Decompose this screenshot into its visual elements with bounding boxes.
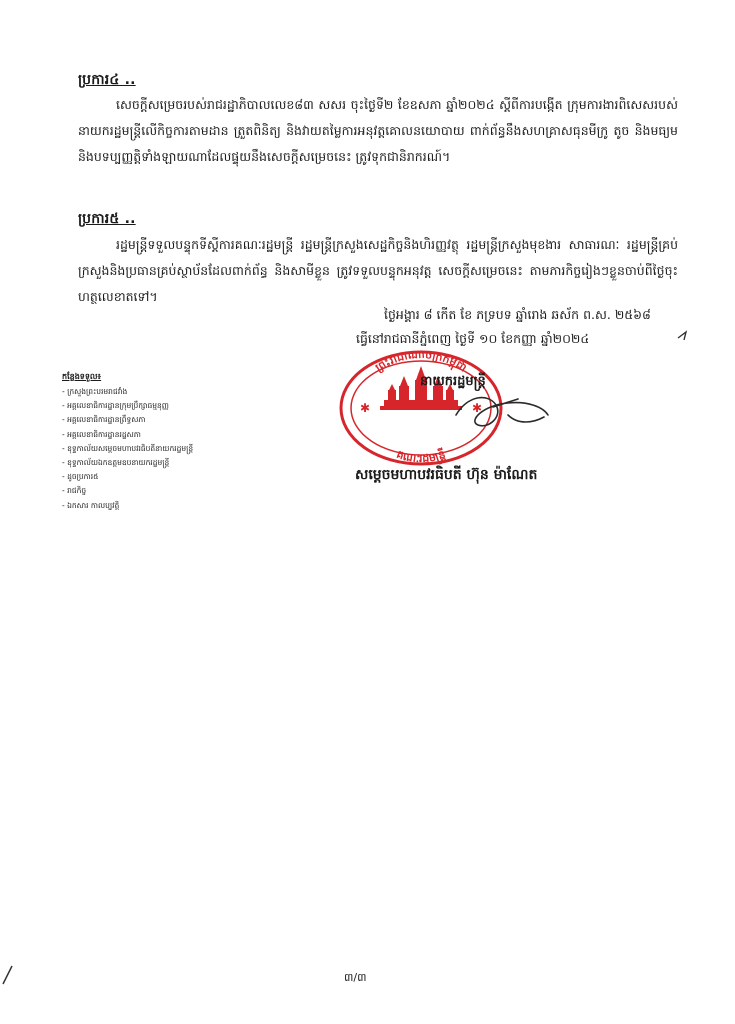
page-number: ៣/៣	[344, 971, 367, 984]
recipient-item: - ខុទ្ទកាល័យសម្តេចមហាបវរធិបតីនាយករដ្ឋមន្ត្រី	[62, 442, 193, 456]
recipient-item: - អគ្គលេខាធិការដ្ឋានក្រុមប្រឹក្សាធម្មនុញ្ញ	[62, 399, 193, 413]
seal-star-left: ✱	[360, 401, 371, 415]
seal-top-text: ព្រះរាជាណាចក្រកម្ពុជា	[373, 348, 470, 375]
signer-name: សម្តេចមហាបវរធិបតី ហ៊ុន ម៉ាណែត	[355, 467, 538, 483]
recipient-item: - រាជកិច្ច	[62, 484, 193, 498]
seal-bottom-text: គណៈរដ្ឋមន្ត្រី	[394, 447, 448, 466]
article-5-heading: ប្រការ៥ ..	[78, 211, 136, 227]
lunar-date: ថ្ងៃអង្គារ ៨ កើត ខែ ភទ្របទ ឆ្នាំរោង ឆស័ក ព.ស. ២៥៦៨	[384, 307, 651, 322]
seal-star-right: ✱	[472, 401, 483, 415]
article-5-text: រដ្ឋមន្ត្រីទទួលបន្ទុកទីស្តីការគណៈរដ្ឋមន្ត្រី រដ្ឋមន្ត្រីក្រសួងសេដ្ឋកិច្ចនិងហិរញ្ញវត្ថុ រដ្ឋមន្ត្រីក្រសួងមុខងារ សាធារណៈ រដ្ឋមន្ត្រីគ្រប់ក្រសួងនិងប្រធានគ្រប់ស្ថាប័នដែលពាក់ព័ន្ធ និងសាមីខ្លួន ត្រូវទទួលបន្ទុកអនុវត្ត សេចក្តីសម្រេចនេះ តាមភារកិច្ចរៀងៗខ្លួនចាប់ពីថ្ងៃចុះហត្ថលេខាតទៅ។	[78, 237, 678, 304]
recipient-item: - អគ្គលេខាធិការដ្ឋានរដ្ឋសភា	[62, 428, 193, 442]
solar-date-place: ធ្វើនៅរាជធានីភ្នំពេញ ថ្ងៃទី ១០ ខែកញ្ញា ឆ្នាំ២០២៤	[356, 331, 590, 346]
recipients-list	[62, 385, 193, 513]
recipient-item: - អគ្គលេខាធិការដ្ឋានព្រឹទ្ធសភា	[62, 413, 193, 427]
article-4-heading: ប្រការ៤ ..	[78, 72, 136, 88]
pen-mark	[0, 962, 18, 986]
signer-title: នាយករដ្ឋមន្ត្រី	[420, 374, 486, 389]
recipient-item: - ដូចប្រការ៥	[62, 470, 193, 484]
handwritten-tick-mark	[676, 328, 696, 342]
handwritten-signature	[448, 385, 558, 440]
recipient-item: - ឯកសារ កាលប្បវត្តិ	[62, 499, 193, 513]
recipient-item: - ក្រសួងព្រះបរមរាជវាំង	[62, 385, 193, 399]
recipients-title: កន្លែងទទួល៖	[62, 372, 102, 381]
recipient-item: - ខុទ្ទកាល័យឯកឧត្តមឧបនាយករដ្ឋមន្ត្រី	[62, 456, 193, 470]
article-4-text: សេចក្តីសម្រេចរបស់រាជរដ្ឋាភិបាលលេខ៨៣ សសរ ចុះថ្ងៃទី២ ខែឧសភា ឆ្នាំ២០២៤ ស្តីពីការបង្កើត ក្រុមការងារពិសេសរបស់នាយករដ្ឋមន្ត្រីលើកិច្ចការតាមដាន ត្រួតពិនិត្យ និងវាយតម្លៃការអនុវត្តគោលនយោបាយ ពាក់ព័ន្ធនឹងសហគ្រាសធុនមីក្រូ តូច និងមធ្យម និងបទប្បញ្ញត្តិទាំងឡាយណាដែលផ្ទុយនឹងសេចក្តីសម្រេចនេះ ត្រូវទុកជានិរាករណ៍។	[78, 97, 678, 164]
